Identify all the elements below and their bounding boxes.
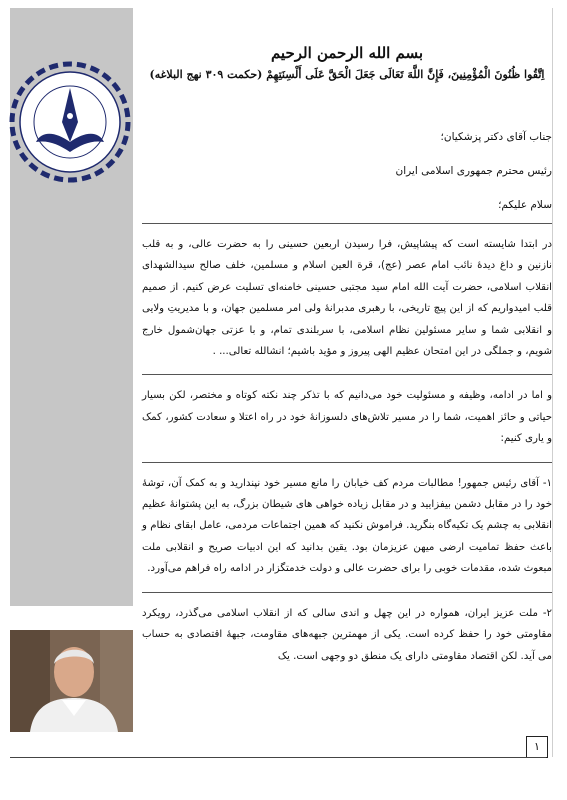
- hadith-quote: اِتَّقُوا ظُنُونَ الْمُؤْمِنِینَ، فَإِنَّ اللَّهَ تَعَالَی جَعَلَ الْحَقَّ عَلَی أَلْسِنَتِهِمْ (حکمت ۳۰۹ نهج البلاغه): [149, 68, 545, 81]
- paragraph-point-2: ۲- ملت عزیز ایران، همواره در این چهل و اندی سالی که از انقلاب اسلامی می‌گذرد، رویکرد مقاومتی خود را حفظ کرده است. یکی از مهمترین جبهه‌های مقاومت، جبههٔ اقتصادی به حساب می آید. لکن اقتصاد مقاومتی دارای یک منطق دو وجهی است. یک: [142, 607, 552, 662]
- letter-body: [142, 36, 552, 679]
- salutation-greeting: سلام علیکم؛: [498, 199, 552, 211]
- paragraph-point-1: ۱- آقای رئیس جمهور! مطالبات مردم کف خیابان را مانع مسیر خود نپندارید و به کمک آن، توشهٔ خود را در مقابل دشمن بیفزایید و در مقابل زیاده خواهی های شیطان بزرگ، به این پشتوانهٔ عظیم انقلابی به چشم یک تکیه‌گاه بنگرید. فراموش نکنید که همین اجتماعات مردمی، عامل ابقای نظام و باعث حفظ تمامیت ارضی میهن عزیزمان بود. یقین بدانید که این ادبیات صریح و انقلابی ملت مبعوث شده، مقدمات خوبی را برای حضرت عالی و دولت خدمتگزار در ادامه راه فراهم می‌آورد.: [142, 477, 552, 575]
- basmala-heading: بسم الله الرحمن الرحیم: [270, 44, 424, 62]
- salutation-recipient: جناب آقای دکتر پزشکیان؛: [440, 131, 552, 143]
- page-number: ۱: [526, 736, 548, 758]
- salutation-title: رئیس محترم جمهوری اسلامی ایران: [395, 165, 552, 177]
- university-emblem-logo: [8, 60, 132, 184]
- paragraph-intro: در ابتدا شایسته است که پیشاپیش، فرا رسیدن اربعین حسینی را به حضرت عالی، و به قلب نازنین و داغ دیدهٔ نائب امام عصر (عج)، قرة العین اسلام و مسلمین، خلف صالح سیدالشهدای انقلاب اسلامی، حضرت آیت الله امام سید مجتبی حسینی خامنه‌ای تسلیت عرض کنیم. از صمیم قلب امیدواریم که از این پیچ تاریخی، با رهبری مدبرانهٔ ولی امر مسلمین جهان، و با مدیریتِ ولایی و انقلابی شما و سایر مسئولین نظام اسلامی، با سربلندی تمام، و با عزتی جهان‌شمول خارج شویم، و جملگی در این امتحان عظیم الهی پیروز و مؤید باشیم؛ انشالله تعالی... .: [142, 239, 552, 358]
- divider: [142, 462, 552, 463]
- footer-rule: [10, 757, 546, 758]
- portrait-photo: [10, 630, 133, 732]
- paragraph-purpose: و اما در ادامه، وظیفه و مسئولیت خود می‌دانیم که با تذکر چند نکته کوتاه و مختصر، لکن بسیار حیاتی و حائز اهمیت، شما را در مسیر تلاش‌های دلسوزانهٔ خود در راه اعتلا و سعادت کشور، کمک و یاری کنیم:: [142, 390, 552, 445]
- divider: [142, 223, 552, 224]
- divider: [142, 374, 552, 375]
- page-right-border: [552, 8, 553, 757]
- divider: [142, 592, 552, 593]
